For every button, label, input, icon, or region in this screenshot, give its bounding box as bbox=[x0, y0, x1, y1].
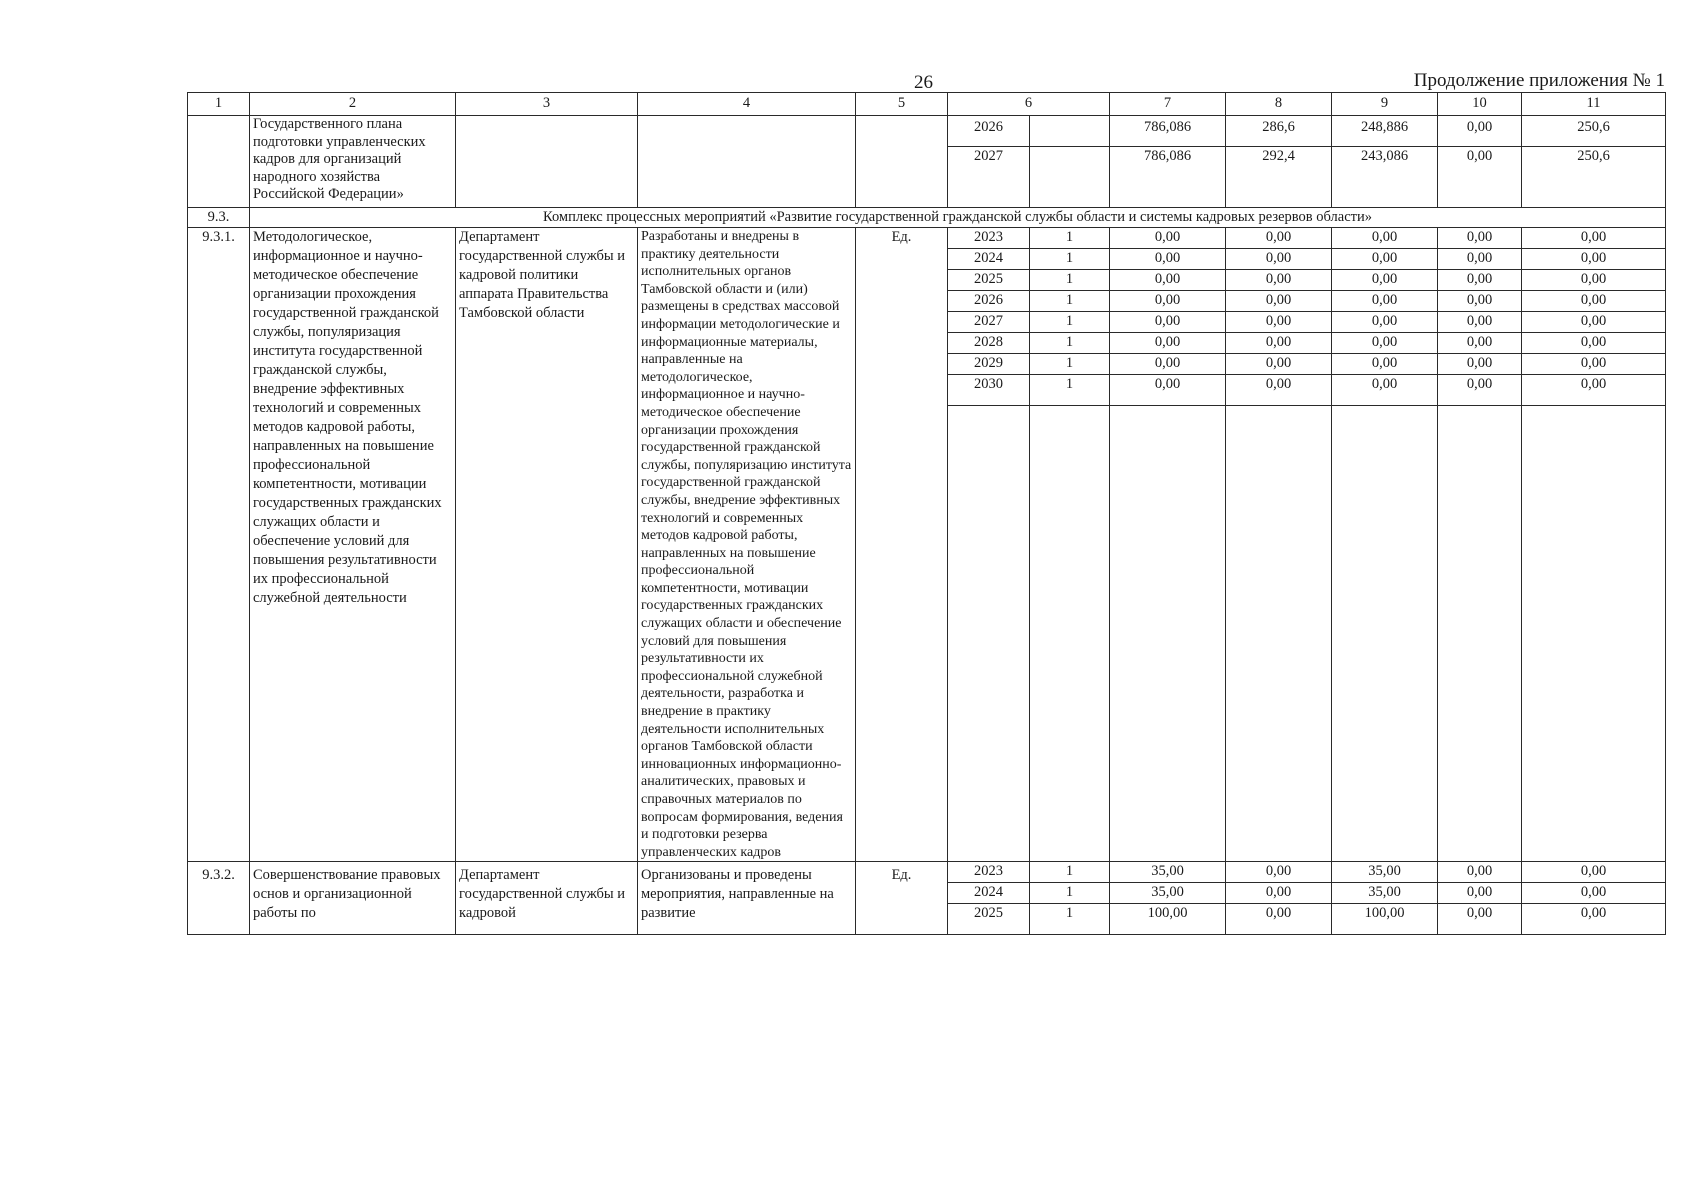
empty-cell bbox=[948, 406, 1030, 862]
value-cell: 250,6 bbox=[1522, 147, 1666, 208]
value-cell: 0,00 bbox=[1522, 904, 1666, 935]
column-header: 1 bbox=[188, 93, 250, 116]
unit-cell: Ед. bbox=[856, 862, 948, 935]
value-cell: 0,00 bbox=[1522, 249, 1666, 270]
value-cell: 786,086 bbox=[1110, 116, 1226, 147]
table-row bbox=[188, 228, 1666, 249]
value-cell: 0,00 bbox=[1438, 312, 1522, 333]
page-number: 26 bbox=[914, 72, 933, 93]
year-cell: 2028 bbox=[948, 333, 1030, 354]
value-cell: 0,00 bbox=[1438, 375, 1522, 406]
value-cell: 0,00 bbox=[1438, 228, 1522, 249]
value-cell: 100,00 bbox=[1332, 904, 1438, 935]
value-cell: 0,00 bbox=[1110, 354, 1226, 375]
year-cell: 2025 bbox=[948, 270, 1030, 291]
value-cell: 0,00 bbox=[1332, 249, 1438, 270]
item-number: 9.3.1. bbox=[188, 228, 250, 862]
column-header: 8 bbox=[1226, 93, 1332, 116]
value-cell: 1 bbox=[1030, 312, 1110, 333]
value-cell: 35,00 bbox=[1110, 883, 1226, 904]
unit-cell bbox=[856, 116, 948, 208]
value-cell: 0,00 bbox=[1522, 228, 1666, 249]
table-row bbox=[188, 862, 1666, 883]
value-cell: 0,00 bbox=[1438, 333, 1522, 354]
column-numbers-row bbox=[188, 93, 1666, 116]
value-cell: 1 bbox=[1030, 228, 1110, 249]
value-cell: 0,00 bbox=[1438, 116, 1522, 147]
value-cell bbox=[1030, 147, 1110, 208]
value-cell: 0,00 bbox=[1438, 291, 1522, 312]
table-row bbox=[188, 116, 1666, 147]
value-cell: 1 bbox=[1030, 904, 1110, 935]
value-cell: 0,00 bbox=[1332, 228, 1438, 249]
value-cell: 100,00 bbox=[1110, 904, 1226, 935]
value-cell: 0,00 bbox=[1226, 270, 1332, 291]
year-cell: 2024 bbox=[948, 883, 1030, 904]
value-cell: 0,00 bbox=[1110, 375, 1226, 406]
value-cell: 0,00 bbox=[1522, 291, 1666, 312]
value-cell: 35,00 bbox=[1110, 862, 1226, 883]
column-header: 2 bbox=[250, 93, 456, 116]
column-header: 7 bbox=[1110, 93, 1226, 116]
year-cell: 2024 bbox=[948, 249, 1030, 270]
value-cell: 0,00 bbox=[1226, 312, 1332, 333]
value-cell: 0,00 bbox=[1522, 333, 1666, 354]
value-cell: 0,00 bbox=[1522, 375, 1666, 406]
value-cell: 1 bbox=[1030, 249, 1110, 270]
empty-cell bbox=[1030, 406, 1110, 862]
value-cell: 0,00 bbox=[1438, 270, 1522, 291]
value-cell: 0,00 bbox=[1226, 375, 1332, 406]
value-cell: 0,00 bbox=[1226, 354, 1332, 375]
appendix-table bbox=[187, 92, 1666, 935]
executor-cell: Департамент государственной службы и кадровой политики аппарата Правительства Тамбовской области bbox=[456, 228, 638, 862]
value-cell: 1 bbox=[1030, 354, 1110, 375]
section-row bbox=[188, 208, 1666, 228]
value-cell: 0,00 bbox=[1522, 883, 1666, 904]
value-cell: 250,6 bbox=[1522, 116, 1666, 147]
value-cell: 0,00 bbox=[1438, 904, 1522, 935]
empty-cell bbox=[1438, 406, 1522, 862]
value-cell: 0,00 bbox=[1438, 147, 1522, 208]
value-cell: 0,00 bbox=[1332, 291, 1438, 312]
value-cell: 248,886 bbox=[1332, 116, 1438, 147]
section-number: 9.3. bbox=[188, 208, 250, 228]
continuation-label: Продолжение приложения № 1 bbox=[1413, 70, 1665, 91]
value-cell: 0,00 bbox=[1522, 354, 1666, 375]
column-header: 5 bbox=[856, 93, 948, 116]
value-cell: 0,00 bbox=[1438, 354, 1522, 375]
value-cell: 0,00 bbox=[1332, 270, 1438, 291]
value-cell: 0,00 bbox=[1226, 904, 1332, 935]
value-cell: 0,00 bbox=[1438, 249, 1522, 270]
value-cell: 0,00 bbox=[1332, 333, 1438, 354]
value-cell: 1 bbox=[1030, 862, 1110, 883]
year-cell: 2029 bbox=[948, 354, 1030, 375]
executor-cell bbox=[456, 116, 638, 208]
result-cell: Разработаны и внедрены в практику деятельности исполнительных органов Тамбовской области и (или) размещены в средствах массовой информации методологические и информационные материалы, направленные на методологическое, информационное и научно-методическое обеспечение организации прохождения государственной гражданской службы, популяризацию института государственной гражданской службы, внедрение эффективных технологий и современных методов кадровой работы, направленных на повышение профессиональной компетентности, мотивации государственных гражданских служащих области и обеспечение условий для повышения результативности их профессиональной служебной деятельности, разработка и внедрение в практику деятельности исполнительных органов Тамбовской области инновационных информационно-аналитических, правовых и справочных материалов по вопросам формирования, ведения и подготовки резерва управленческих кадров bbox=[638, 228, 856, 862]
value-cell: 0,00 bbox=[1332, 375, 1438, 406]
result-cell bbox=[638, 116, 856, 208]
value-cell: 1 bbox=[1030, 883, 1110, 904]
value-cell: 0,00 bbox=[1332, 312, 1438, 333]
unit-cell: Ед. bbox=[856, 228, 948, 862]
result-cell: Организованы и проведены мероприятия, направленные на развитие bbox=[638, 862, 856, 935]
column-header: 9 bbox=[1332, 93, 1438, 116]
value-cell: 1 bbox=[1030, 291, 1110, 312]
empty-cell bbox=[1332, 406, 1438, 862]
item-number: 9.3.2. bbox=[188, 862, 250, 935]
empty-cell bbox=[1110, 406, 1226, 862]
year-cell: 2023 bbox=[948, 862, 1030, 883]
value-cell: 0,00 bbox=[1110, 312, 1226, 333]
value-cell: 1 bbox=[1030, 375, 1110, 406]
year-cell: 2027 bbox=[948, 312, 1030, 333]
column-header: 11 bbox=[1522, 93, 1666, 116]
empty-cell bbox=[1226, 406, 1332, 862]
value-cell: 0,00 bbox=[1110, 249, 1226, 270]
year-cell: 2025 bbox=[948, 904, 1030, 935]
value-cell: 786,086 bbox=[1110, 147, 1226, 208]
activity-name: Государственного плана подготовки управленческих кадров для организаций народного хозяйства Российской Федерации» bbox=[250, 116, 456, 208]
value-cell bbox=[1030, 116, 1110, 147]
value-cell: 0,00 bbox=[1522, 270, 1666, 291]
value-cell: 0,00 bbox=[1438, 883, 1522, 904]
column-header: 6 bbox=[948, 93, 1110, 116]
value-cell: 0,00 bbox=[1226, 883, 1332, 904]
value-cell: 292,4 bbox=[1226, 147, 1332, 208]
row-number-cell bbox=[188, 116, 250, 208]
value-cell: 0,00 bbox=[1110, 270, 1226, 291]
value-cell: 0,00 bbox=[1110, 228, 1226, 249]
value-cell: 0,00 bbox=[1332, 354, 1438, 375]
value-cell: 0,00 bbox=[1226, 291, 1332, 312]
section-title: Комплекс процессных мероприятий «Развитие государственной гражданской службы области и системы кадровых резервов области» bbox=[250, 208, 1666, 228]
executor-cell: Департамент государственной службы и кадровой bbox=[456, 862, 638, 935]
value-cell: 286,6 bbox=[1226, 116, 1332, 147]
value-cell: 0,00 bbox=[1226, 862, 1332, 883]
value-cell: 243,086 bbox=[1332, 147, 1438, 208]
value-cell: 0,00 bbox=[1522, 312, 1666, 333]
activity-name: Методологическое, информационное и научно-методическое обеспечение организации прохождения государственной гражданской службы, популяризация института государственной гражданской службы, внедрение эффективных технологий и современных методов кадровой работы, направленных на повышение профессиональной компетентности, мотивации государственных гражданских служащих области и обеспечение условий для повышения результативности их профессиональной служебной деятельности bbox=[250, 228, 456, 862]
year-cell: 2027 bbox=[948, 147, 1030, 208]
value-cell: 0,00 bbox=[1226, 333, 1332, 354]
year-cell: 2026 bbox=[948, 291, 1030, 312]
value-cell: 0,00 bbox=[1110, 333, 1226, 354]
year-cell: 2023 bbox=[948, 228, 1030, 249]
column-header: 10 bbox=[1438, 93, 1522, 116]
column-header: 4 bbox=[638, 93, 856, 116]
value-cell: 0,00 bbox=[1522, 862, 1666, 883]
value-cell: 0,00 bbox=[1226, 228, 1332, 249]
value-cell: 35,00 bbox=[1332, 862, 1438, 883]
value-cell: 0,00 bbox=[1438, 862, 1522, 883]
empty-cell bbox=[1522, 406, 1666, 862]
value-cell: 1 bbox=[1030, 333, 1110, 354]
year-cell: 2030 bbox=[948, 375, 1030, 406]
value-cell: 0,00 bbox=[1110, 291, 1226, 312]
activity-name: Совершенствование правовых основ и организационной работы по bbox=[250, 862, 456, 935]
value-cell: 0,00 bbox=[1226, 249, 1332, 270]
year-cell: 2026 bbox=[948, 116, 1030, 147]
column-header: 3 bbox=[456, 93, 638, 116]
value-cell: 1 bbox=[1030, 270, 1110, 291]
value-cell: 35,00 bbox=[1332, 883, 1438, 904]
